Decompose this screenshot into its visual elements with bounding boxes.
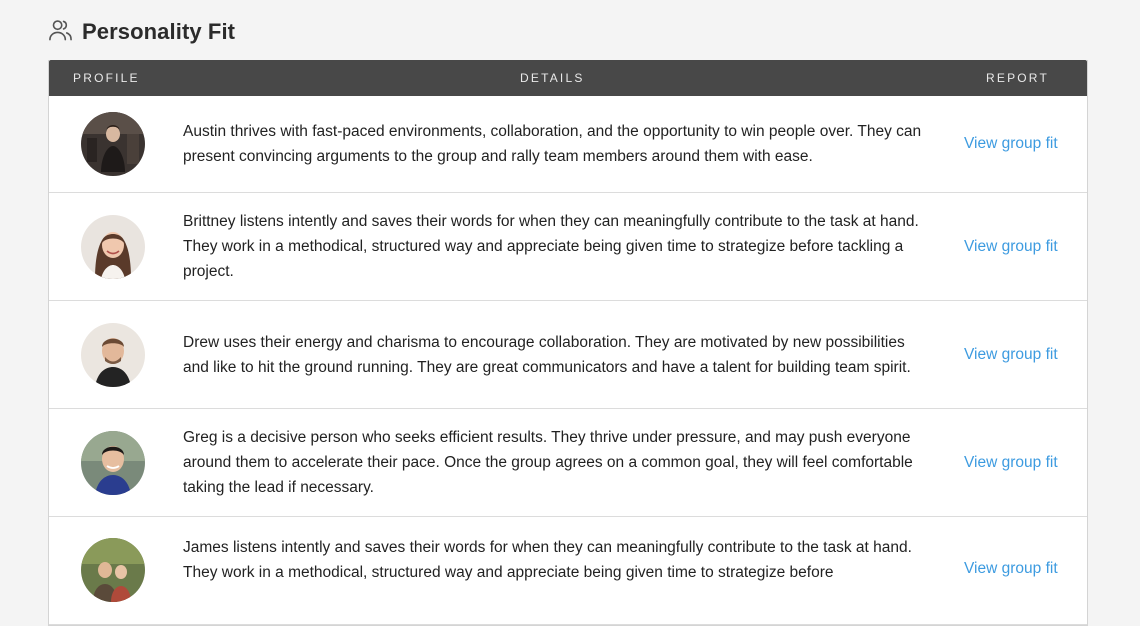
column-header-profile: PROFILE (73, 71, 140, 85)
row-details: Drew uses their energy and charisma to encourage collaboration. They are motivated by new possibilities and like to hit the ground running. They are great communicators and have a talent for building team spirit. (183, 333, 911, 376)
table-row (49, 301, 1087, 409)
page-header (48, 16, 235, 48)
column-header-details: DETAILS (520, 71, 585, 85)
row-details: Greg is a decisive person who seeks efficient results. They thrive under pressure, and may push everyone around them to accelerate their pace. Once the group agrees on a common goal, they will feel comfortable taking the lead if necessary. (183, 429, 913, 496)
page-title: Personality Fit (82, 19, 236, 44)
view-group-fit-link[interactable]: View group fit (964, 237, 1058, 255)
avatar (81, 431, 145, 495)
table-row (49, 193, 1087, 301)
view-group-fit-link[interactable]: View group fit (964, 560, 1058, 577)
users-icon (48, 17, 73, 47)
avatar (81, 323, 145, 387)
personality-table (48, 60, 1088, 626)
column-header-report: REPORT (986, 71, 1049, 85)
avatar (81, 112, 145, 176)
row-details: James listens intently and saves their words for when they can meaningfully contribute to the task at hand. They work in a methodical, structured way and appreciate being given time to strategize before (183, 539, 912, 581)
table-header (49, 60, 1087, 96)
row-details: Austin thrives with fast-paced environments, collaboration, and the opportunity to win people over. They can present convincing arguments to the group and rally team members around them with ease. (183, 123, 922, 165)
table-row (49, 96, 1087, 193)
avatar (81, 538, 145, 602)
row-details: Brittney listens intently and saves their words for when they can meaningfully contribute to the task at hand. They work in a methodical, structured way and appreciate being given time to strategize before tackling a project. (183, 213, 919, 280)
view-group-fit-link[interactable]: View group fit (964, 135, 1058, 152)
view-group-fit-link[interactable]: View group fit (964, 453, 1058, 471)
table-row (49, 517, 1087, 625)
view-group-fit-link[interactable]: View group fit (964, 345, 1058, 363)
table-row (49, 409, 1087, 517)
avatar (81, 215, 145, 279)
